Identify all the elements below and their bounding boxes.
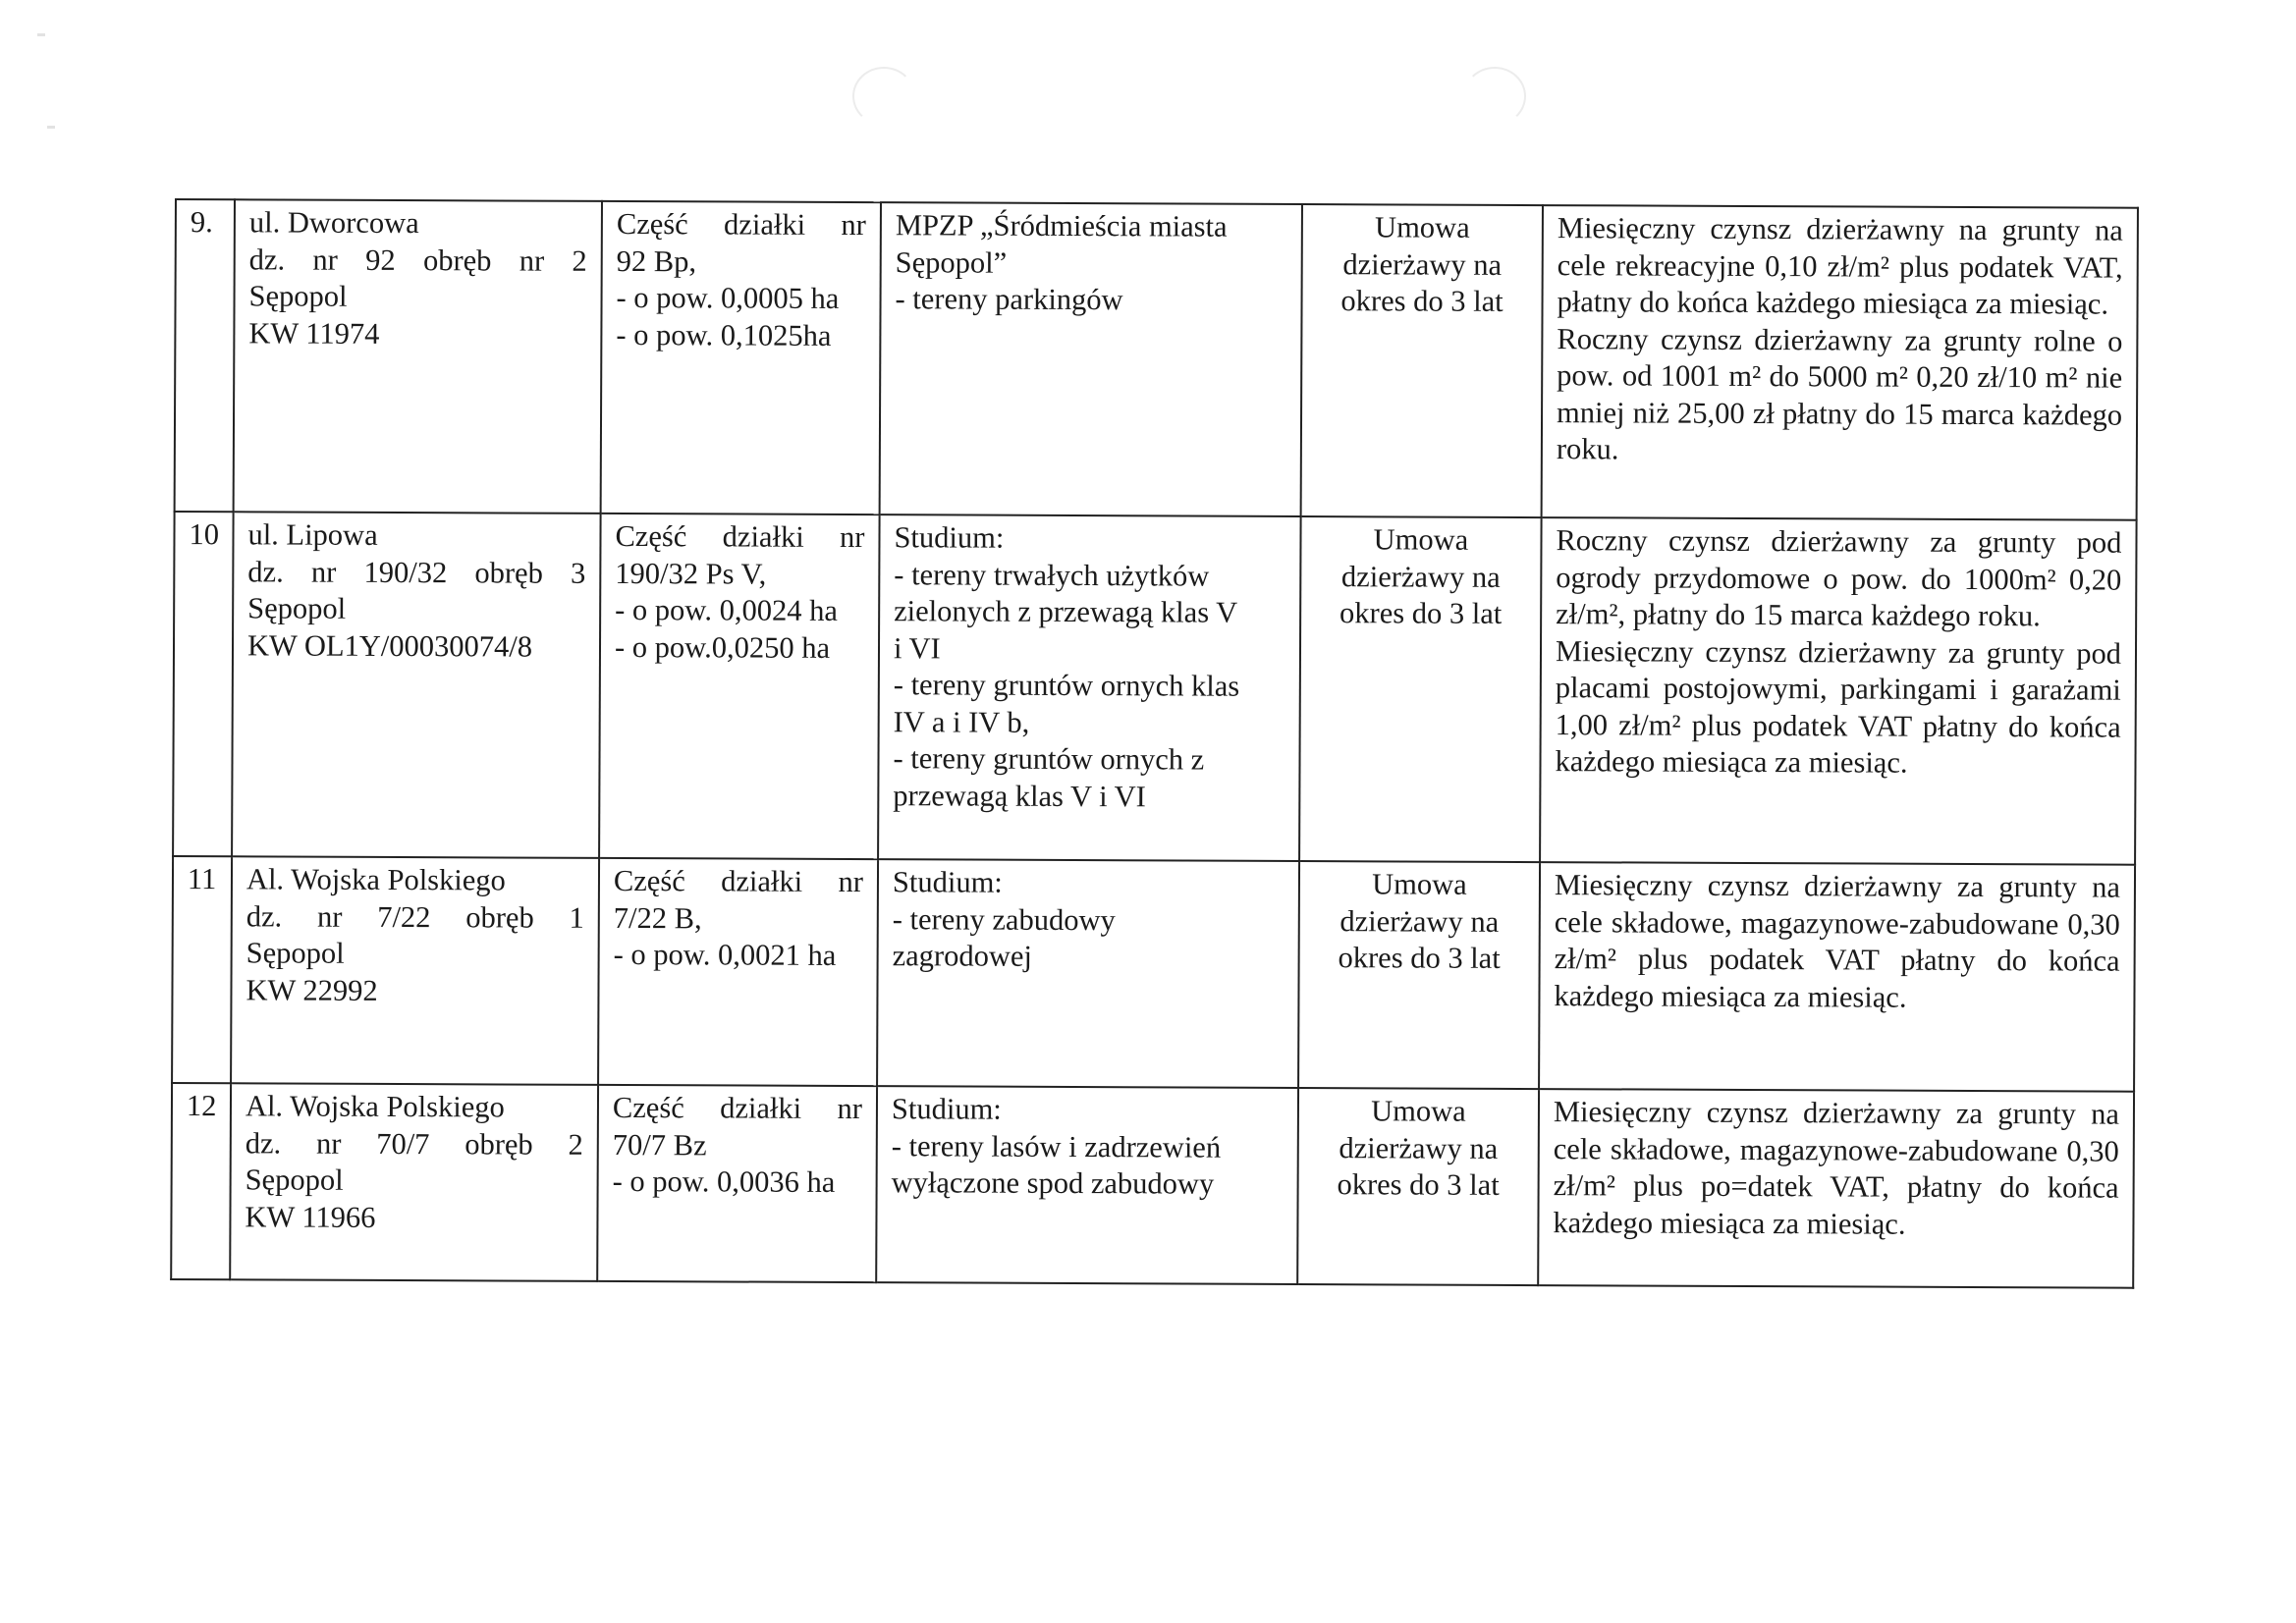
scan-artifact-dot bbox=[37, 33, 45, 36]
table-row bbox=[172, 856, 2135, 1092]
part-label: Część działki nr bbox=[612, 1090, 863, 1126]
plot-location bbox=[230, 1083, 598, 1281]
contract-line: okres do 3 lat bbox=[1337, 1167, 1500, 1202]
contract-line: Umowa bbox=[1371, 1094, 1466, 1128]
land-register: KW 22992 bbox=[246, 972, 378, 1007]
town: Sępopol bbox=[246, 936, 345, 970]
rent-paragraph: Miesięczny czynsz dzierżawny za grunty na cele składowe, magazynowe-zabudowane 0,30 zł/m² plus po=datek VAT, płatny do końca każdego miesiąca za miesiąc. bbox=[1553, 1095, 2120, 1241]
part-id: 70/7 Bz bbox=[612, 1127, 707, 1162]
contract-line: okres do 3 lat bbox=[1339, 596, 1503, 630]
row-number: 10 bbox=[173, 512, 234, 856]
scan-artifact-right bbox=[1463, 67, 1526, 126]
plot-location bbox=[231, 856, 599, 1085]
table-row bbox=[175, 199, 2138, 520]
plot-number: dz. nr 190/32 obręb 3 bbox=[247, 554, 586, 590]
part-label: Część działki nr bbox=[616, 206, 866, 243]
rent-terms bbox=[1542, 205, 2138, 520]
contract-line: dzierżawy na bbox=[1339, 903, 1500, 939]
plan-line: Studium: bbox=[892, 865, 1003, 899]
part-area: - o pow. 0,1025ha bbox=[616, 317, 832, 352]
part-area: - o pow. 0,0036 ha bbox=[612, 1163, 836, 1199]
land-register: KW OL1Y/00030074/8 bbox=[246, 627, 533, 664]
plan-line: Studium: bbox=[894, 520, 1005, 555]
plot-part bbox=[597, 1085, 877, 1282]
part-id: 7/22 B, bbox=[613, 900, 702, 935]
part-area: - o pow. 0,0005 ha bbox=[616, 280, 840, 315]
plan-line: Studium: bbox=[891, 1092, 1002, 1126]
plot-number: dz. nr 7/22 obręb 1 bbox=[246, 898, 584, 935]
contract-type bbox=[1298, 861, 1540, 1089]
plan-line: IV a i IV b, bbox=[893, 704, 1030, 739]
plot-location bbox=[234, 199, 602, 514]
contract-type bbox=[1297, 1088, 1539, 1285]
zoning-plan bbox=[877, 859, 1299, 1088]
plot-number: dz. nr 70/7 obręb 2 bbox=[245, 1125, 583, 1162]
plot-part bbox=[598, 858, 878, 1086]
row-number: 11 bbox=[172, 856, 232, 1083]
plot-number: dz. nr 92 obręb nr 2 bbox=[248, 242, 587, 278]
zoning-plan bbox=[878, 514, 1301, 861]
scan-artifact-left bbox=[852, 67, 915, 126]
rent-paragraph: Miesięczny czynsz dzierżawny na grunty na cele rekreacyjne 0,10 zł/m² plus podatek VAT, płatny do końca każdego miesiąca za miesiąc. bbox=[1557, 211, 2123, 321]
plan-line: - tereny lasów i zadrzewień bbox=[891, 1128, 1222, 1164]
contract-line: okres do 3 lat bbox=[1338, 941, 1501, 975]
part-id: 92 Bp, bbox=[616, 243, 697, 278]
rent-paragraph: Miesięczny czynsz dzierżawny za grunty na cele składowe, magazynowe-zabudowane 0,30 zł/m² plus podatek VAT płatny do końca każdego miesiąca za miesiąc. bbox=[1554, 868, 2121, 1014]
part-area: - o pow. 0,0024 ha bbox=[615, 592, 838, 627]
contract-line: dzierżawy na bbox=[1340, 559, 1501, 594]
street: ul. Dworcowa bbox=[248, 205, 419, 241]
street: ul. Lipowa bbox=[247, 517, 378, 552]
contract-line: okres do 3 lat bbox=[1340, 284, 1503, 318]
contract-line: dzierżawy na bbox=[1339, 1130, 1499, 1165]
contract-type bbox=[1299, 516, 1542, 862]
zoning-plan bbox=[880, 202, 1302, 516]
town: Sępopol bbox=[245, 1163, 344, 1197]
row-number: 9. bbox=[175, 199, 235, 512]
scan-artifact-dot bbox=[47, 126, 55, 129]
plot-part bbox=[599, 514, 880, 859]
contract-line: Umowa bbox=[1375, 210, 1470, 244]
part-label: Część działki nr bbox=[613, 863, 864, 899]
plan-line: - tereny gruntów ornych z bbox=[893, 741, 1205, 777]
part-id: 190/32 Ps V, bbox=[615, 556, 767, 591]
rent-terms bbox=[1539, 862, 2135, 1092]
town: Sępopol bbox=[248, 279, 348, 313]
contract-line: Umowa bbox=[1372, 867, 1467, 901]
plan-line: wyłączone spod zabudowy bbox=[891, 1165, 1215, 1201]
plan-line: zielonych z przewagą klas V bbox=[894, 594, 1238, 629]
contract-line: Umowa bbox=[1373, 522, 1469, 557]
land-register: KW 11974 bbox=[248, 315, 380, 351]
zoning-plan bbox=[876, 1086, 1298, 1284]
plan-line: - tereny zabudowy bbox=[892, 901, 1116, 937]
plan-line: MPZP „Śródmieścia miasta bbox=[895, 208, 1228, 243]
rent-terms bbox=[1538, 1089, 2134, 1288]
plan-line: zagrodowej bbox=[892, 939, 1032, 973]
rent-paragraph: Roczny czynsz dzierżawny za grunty rolne o pow. od 1001 m² do 5000 m² 0,20 zł/10 m² nie mniej niż 25,00 zł płatny do 15 marca każdego roku. bbox=[1556, 321, 2123, 466]
table-row bbox=[173, 512, 2137, 865]
plot-part bbox=[601, 201, 881, 514]
part-area: - o pow.0,0250 ha bbox=[614, 629, 831, 665]
rent-paragraph: Roczny czynsz dzierżawny za grunty pod ogrody przydomowe o pow. do 1000m² 0,20 zł/m², płatny do 15 marca każdego roku. bbox=[1556, 523, 2122, 633]
rent-paragraph: Miesięczny czynsz dzierżawny za grunty pod placami postojowymi, parkingami i garażami 1,00 zł/m² plus podatek VAT płatny do końca każdego miesiąca za miesiąc. bbox=[1555, 633, 2122, 780]
plan-line: przewagą klas V i VI bbox=[893, 778, 1146, 813]
part-label: Część działki nr bbox=[615, 518, 865, 555]
street: Al. Wojska Polskiego bbox=[245, 1089, 505, 1124]
table-row bbox=[171, 1083, 2134, 1288]
plot-location bbox=[232, 512, 601, 858]
plan-line: Sępopol” bbox=[895, 244, 1008, 280]
plan-line: - tereny trwałych użytków bbox=[894, 557, 1210, 593]
contract-type bbox=[1301, 204, 1543, 517]
plan-line: - tereny gruntów ornych klas bbox=[893, 668, 1240, 703]
lease-register-table bbox=[170, 198, 2139, 1289]
plan-line: - tereny parkingów bbox=[895, 282, 1123, 317]
rent-terms bbox=[1540, 517, 2137, 865]
street: Al. Wojska Polskiego bbox=[246, 862, 506, 897]
plan-line: i VI bbox=[893, 630, 941, 665]
row-number: 12 bbox=[171, 1083, 231, 1279]
land-register: KW 11966 bbox=[245, 1199, 376, 1234]
part-area: - o pow. 0,0021 ha bbox=[613, 937, 837, 972]
town: Sępopol bbox=[247, 591, 347, 625]
contract-line: dzierżawy na bbox=[1342, 246, 1503, 282]
